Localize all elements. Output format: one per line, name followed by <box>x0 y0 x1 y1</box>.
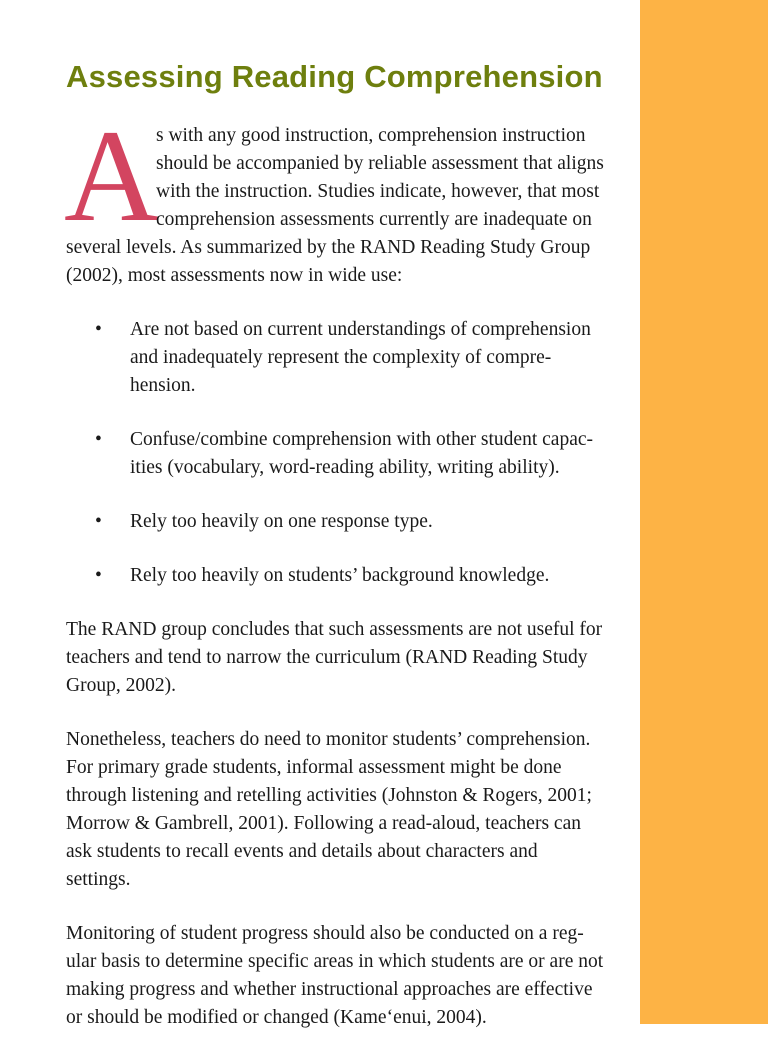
list-item-text: Confuse/combine comprehension with other student capacities (vocabulary, word-reading ability, writing ability). <box>130 429 593 478</box>
decorative-sidebar <box>640 0 768 1024</box>
list-item <box>66 508 606 536</box>
list-item-text: Are not based on current understandings of comprehension and inadequately represent the complexity of comprehension. <box>130 319 591 396</box>
list-item <box>66 426 606 482</box>
bullet-icon: • <box>95 429 102 450</box>
bullet-icon: • <box>95 319 102 340</box>
intro-paragraph <box>64 102 606 290</box>
assessment-issues-list <box>66 316 606 590</box>
list-item-text: Rely too heavily on one response type. <box>130 511 433 532</box>
bullet-icon: • <box>95 511 102 532</box>
list-item <box>66 562 606 590</box>
drop-cap: A <box>64 102 160 249</box>
bullet-icon: • <box>95 565 102 586</box>
page-title: Assessing Reading Comprehension <box>66 59 603 94</box>
body-paragraph: Monitoring of student progress should also be conducted on a regular basis to determine specific areas in which students are or are not making progress and whether instructional approaches are effective or should be modified or changed (Kame‘enui, 2004). <box>66 923 604 1028</box>
body-paragraph: The RAND group concludes that such assessments are not useful for teachers and tend to narrow the curriculum (RAND Reading Study Group, 2002). <box>66 619 603 696</box>
list-item-text: Rely too heavily on students’ background knowledge. <box>130 565 550 586</box>
body-paragraph: Nonetheless, teachers do need to monitor students’ comprehension. For primary grade students, informal assessment might be done through listening and retelling activities (Johnston & Rogers, 2001; Morrow & Gambrell, 2001). Following a read-aloud, teachers can ask students to recall events and details about characters and settings. <box>66 729 592 890</box>
list-item <box>66 316 606 400</box>
intro-text: s with any good instruction, comprehension instruction should be accompanied by reliable assessment that aligns with the instruction. Studies indicate, however, that most comprehension assessments currently are inadequate on several levels. As summarized by the RAND Reading Study Group (2002), most assessments now in wide use: <box>66 125 604 286</box>
document-content <box>66 58 606 1058</box>
